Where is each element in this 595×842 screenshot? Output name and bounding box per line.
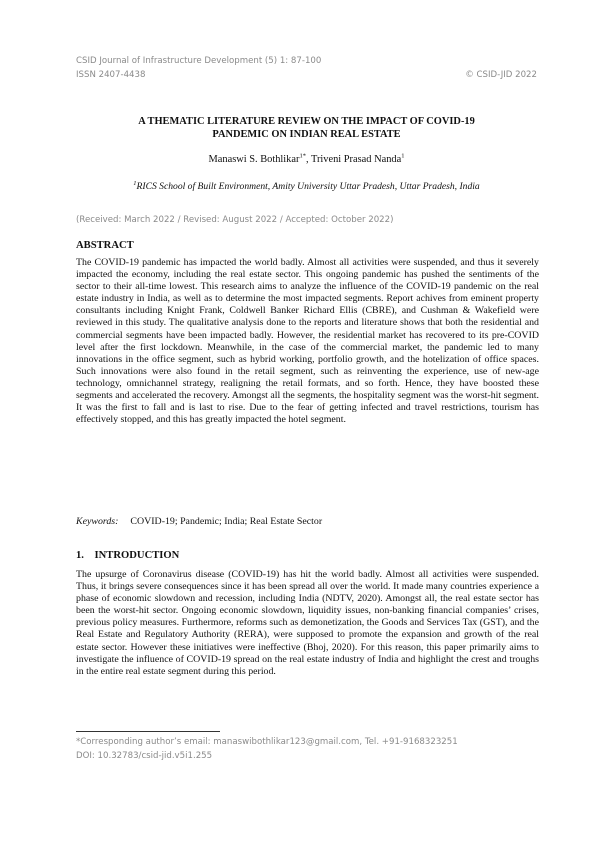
submission-dates: (Received: March 2022 / Revised: August 2022 / Accepted: October 2022) [76, 215, 394, 225]
corresponding-author-footnote: *Corresponding author’s email: manaswibothlikar123@gmail.com, Tel. +91-9168323251 [76, 737, 458, 747]
abstract-heading: ABSTRACT [76, 240, 134, 251]
affiliation-sup: 1 [133, 179, 137, 187]
author-1-sup: 1* [299, 152, 306, 160]
introduction-heading: 1. INTRODUCTION [76, 550, 180, 561]
author-2-sup: 1 [401, 152, 405, 160]
title-line-2: PANDEMIC ON INDIAN REAL ESTATE [212, 129, 401, 140]
author-separator: , Triveni Prasad Nanda [305, 154, 402, 165]
issn: ISSN 2407-4438 [76, 70, 146, 80]
introduction-text: The upsurge of Coronavirus disease (COVID-19) has hit the world badly. Almost all activities were suspended. Thus, it brings severe consequences since it has been spread all over the world. It made many countries experience a phase of economic slowdown and recession, including India (NDTV, 2020). Amongst all, the real estate sector has been the worst-hit sector. Ongoing economic slowdown, liquidity issues, non-banking financial companies’ crises, previous policy measures. Furthermore, reforms such as demonetization, the Goods and Services Tax (GST), and the Real Estate and Regulatory Authority (RERA), were supposed to promote the expansion and growth of the real estate sector. However these initiatives were ineffective (Bhoj, 2020). For this reason, this paper primarily aims to investigate the influence of COVID-19 spread on the real estate industry of India and highlight the crest and troughs in the entire real estate segment during this period. [76, 569, 539, 677]
keywords-label: Keywords: [76, 516, 119, 527]
keywords-value: COVID-19; Pandemic; India; Real Estate Sector [130, 516, 323, 527]
abstract-text: The COVID-19 pandemic has impacted the world badly. Almost all activities were suspended, and thus it severely impacted the economy, including the real estate sector. This ongoing pandemic has pushed the sentiments of the sector to their all-time lowest. This research aims to analyze the influence of the COVID-19 pandemic on the real estate industry in India, as well as to determine the most impacted segments. Report achives from eminent property consultants including Knight Frank, Coldwell Banker Richard Ellis (CBRE), and Cushman & Wakefield were reviewed in this study. The qualitative analysis done to the reports and literature shows that both the residential and commercial segments have been impacted badly. However, the residential market has recovered to its pre-COVID level after the first lockdown. Meanwhile, in the case of the commercial market, the pandemic led to many innovations in the office segment, such as hybrid working, portfolio growth, and the hotelization of office spaces. Such innovations were also found in the retail segment, such as reinventing the experience, use of new-age technology, omnichannel strategy, realigning the retail formats, and so forth. Hence, they have boosted these segments and accelerated the recovery. Amongst all the segments, the hospitality segment was the worst-hit segment. It was the first to fall and is last to rise. Due to the fear of getting infected and travel restrictions, tourism has effectively stopped, and this has greatly impacted the hotel segment. [76, 257, 539, 426]
footnote-divider [76, 731, 220, 732]
copyright: © CSID-JID 2022 [465, 70, 537, 80]
journal-header: CSID Journal of Infrastructure Development (5) 1: 87-100 [76, 56, 322, 66]
affiliation-text: RICS School of Built Environment, Amity University Uttar Pradesh, Uttar Pradesh, India [136, 181, 480, 192]
author-1: Manaswi S. Bothlikar [208, 154, 300, 165]
paper-title [76, 115, 537, 141]
authors [76, 154, 537, 165]
doi: DOI: 10.32783/csid-jid.v5i1.255 [76, 751, 213, 761]
affiliation [76, 181, 537, 192]
title-line-1: A THEMATIC LITERATURE REVIEW ON THE IMPACT OF COVID-19 [138, 116, 475, 127]
keywords [76, 516, 322, 527]
